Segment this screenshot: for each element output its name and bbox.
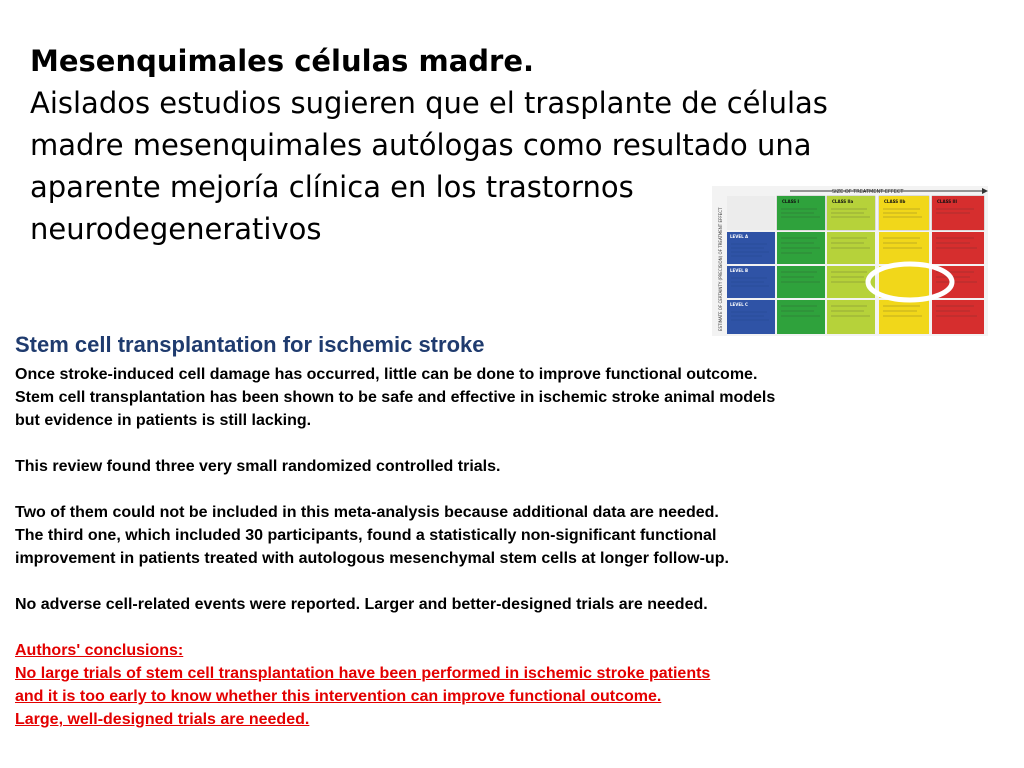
recommendation-grid-figure [712,186,988,336]
paragraph-gap [15,478,1005,501]
stroke-review-section [15,332,1005,731]
paragraph-line: Once stroke-induced cell damage has occurred, little can be done to improve functional outcome. [15,366,758,383]
paragraph-line: Two of them could not be included in this meta-analysis because additional data are needed. [15,504,719,521]
intro-line: Aislados estudios sugieren que el trasplante de células [30,86,828,120]
figure-header-label: SIZE OF TREATMENT EFFECT [832,189,904,195]
class-label: CLASS I [782,199,800,204]
intro-line: madre mesenquimales autólogas como resultado una [30,128,812,162]
class-label: CLASS IIb [884,199,906,204]
paragraph-gap [15,432,1005,455]
grid-cell [777,300,825,334]
conclusions-heading: Authors' conclusions: [15,642,184,659]
paragraph-line: improvement in patients treated with autologous mesenchymal stem cells at longer follow-up. [15,550,729,567]
paragraph-line: This review found three very small randomized controlled trials. [15,458,501,475]
figure-side-label: ESTIMATE OF CERTAINTY (PRECISION) OF TREATMENT EFFECT [718,207,723,331]
recommendation-grid-svg [712,186,988,336]
class-label: CLASS IIa [832,199,854,204]
section-subtitle: Stem cell transplantation for ischemic stroke [15,332,485,357]
grid-cell [827,300,875,334]
class-label: CLASS III [937,199,958,204]
grid-cell [879,300,929,334]
grid-cell [932,300,984,334]
intro-line: neurodegenerativos [30,212,322,246]
paragraph-line: but evidence in patients is still lacking. [15,412,312,429]
conclusion-line: No large trials of stem cell transplantation have been performed in ischemic stroke patients [15,665,711,682]
conclusion-line: and it is too early to know whether this intervention can improve functional outcome. [15,688,662,705]
paragraph-gap [15,570,1005,593]
level-label: LEVEL A [730,234,749,239]
figure-corner-cell [727,196,775,230]
paragraph-line: Stem cell transplantation has been shown to be safe and effective in ischemic stroke animal models [15,389,776,406]
paragraph-line: No adverse cell-related events were reported. Larger and better-designed trials are needed. [15,596,708,613]
conclusion-line: Large, well-designed trials are needed. [15,711,310,728]
intro-line: aparente mejoría clínica en los trastornos [30,170,634,204]
grid-cell [879,266,929,298]
level-label: LEVEL C [730,302,748,307]
paragraph-gap [15,616,1005,639]
paragraph-line: The third one, which included 30 participants, found a statistically non-significant functional [15,527,717,544]
level-label: LEVEL B [730,268,749,273]
slide-title: Mesenquimales células madre. [30,44,535,78]
